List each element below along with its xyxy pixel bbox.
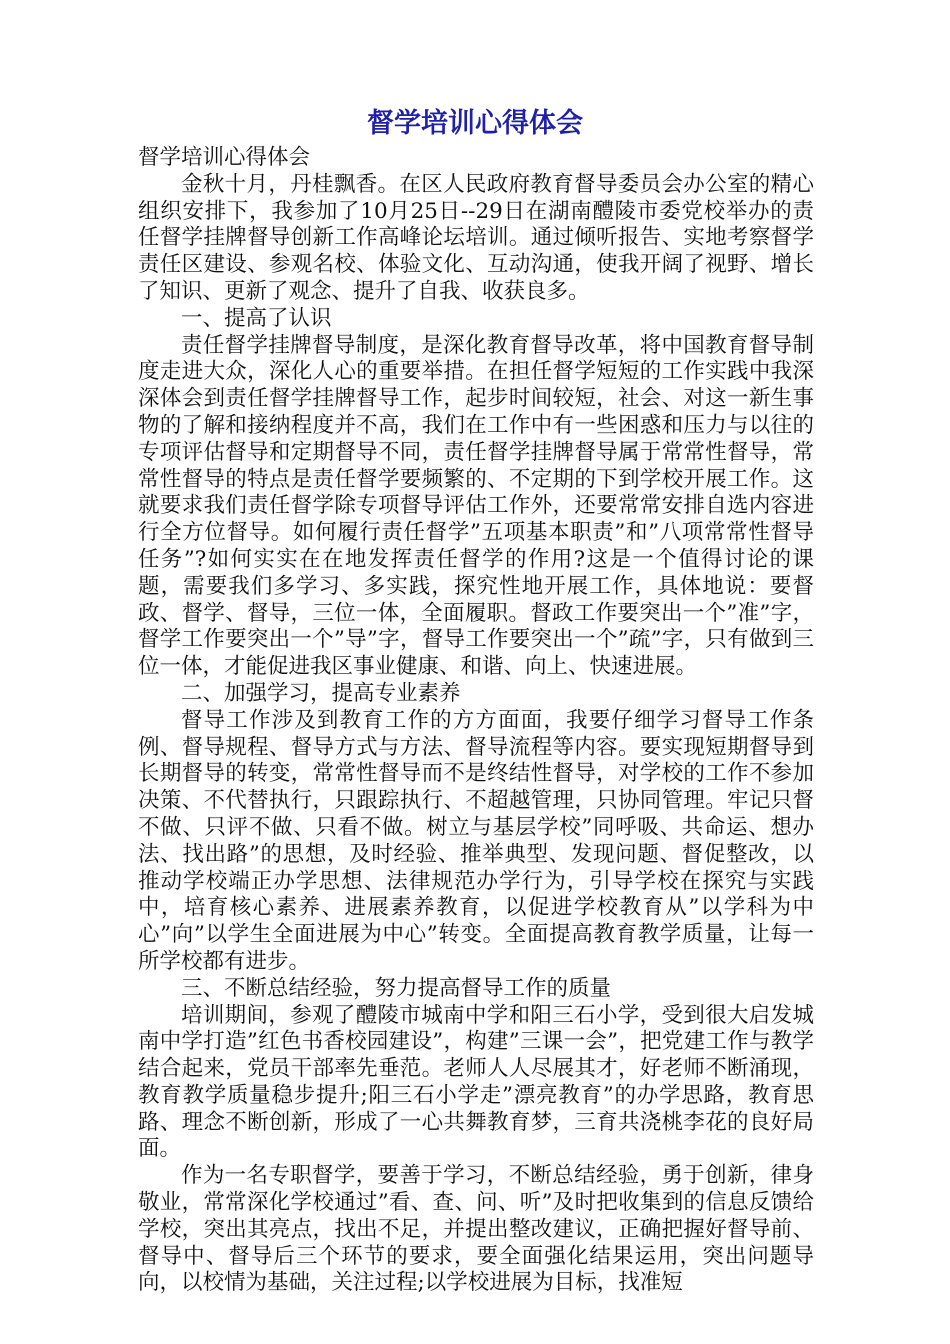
document-title: 督学培训心得体会 [367, 108, 583, 139]
paragraph-2: 督导工作涉及到教育工作的方方面面，我要仔细学习督导工作条例、督导规程、督导方式与方法、督导流程等内容。要实现短期督导到长期督导的转变，常常性督导而不是终结性督导，对学校的工作不参加决策、不代替执行，只跟踪执行、不超越管理，只协同管理。牢记只督不做、只评不做、只看不做。树立与基层学校”同呼吸、共命运、想办法、找出路”的思想，及时经验、推举典型、发现问题、督促整改，以推动学校端正办学思想、法律规范办学行为，引导学校在探究与实践中，培育核心素养、进展素养教育，以促进学校教育从”以学科为中心”向”以学生全面进展为中心”转变。全面提高教育教学质量，让每一所学校都有进步。 [138, 707, 814, 974]
paragraph-3: 培训期间，参观了醴陵市城南中学和阳三石小学，受到很大启发城南中学打造”红色书香校园建设”，构建”三课一会”，把党建工作与教学结合起来，党员干部率先垂范。老师人人尽展其才，好老师不断涌现，教育教学质量稳步提升;阳三石小学走”漂亮教育”的办学思路，教育思路、理念不断创新，形成了一心共舞教育梦，三育共浇桃李花的良好局面。 [138, 1002, 814, 1162]
paragraph-intro: 金秋十月，丹桂飘香。在区人民政府教育督导委员会办公室的精心组织安排下，我参加了10月25日--29日在湖南醴陵市委党校举办的责任督学挂牌督导创新工作高峰论坛培训。通过倾听报告、实地考察督学责任区建设、参观名校、体验文化、互动沟通，使我开阔了视野、增长了知识、更新了观念、提升了自我、收获良多。 [138, 171, 814, 304]
paragraph-1: 责任督学挂牌督导制度，是深化教育督导改革，将中国教育督导制度走进大众，深化人心的重要举措。在担任督学短短的工作实践中我深深体会到责任督学挂牌督导工作，起步时间较短，社会、对这一新生事物的了解和接纳程度并不高，我们在工作中有一些困惑和压力与以往的专项评估督导和定期督导不同，责任督学挂牌督导属于常常性督导，常常性督导的特点是责任督学要频繁的、不定期的下到学校开展工作。这就要求我们责任督学除专项督导评估工作外，还要常常安排自选内容进行全方位督导。如何履行责任督学”五项基本职责”和”八项常常性督导任务”?如何实实在在地发挥责任督学的作用?这是一个值得讨论的课题，需要我们多学习、多实践，探究性地开展工作，具体地说：要督政、督学、督导，三位一体，全面履职。督政工作要突出一个”准”字，督学工作要突出一个”导”字，督导工作要突出一个”疏”字，只有做到三位一体，才能促进我区事业健康、和谐、向上、快速进展。 [138, 332, 814, 680]
paragraph-4: 作为一名专职督学，要善于学习，不断总结经验，勇于创新，律身敬业，常常深化学校通过”看、查、问、听”及时把收集到的信息反馈给学校，突出其亮点，找出不足，并提出整改建议，正确把握好督导前、督导中、督导后三个环节的要求，要全面强化结果运用，突出问题导向，以校情为基础，关注过程;以学校进展为目标，找准短 [138, 1163, 814, 1296]
section-heading-1: 一、提高了认识 [181, 305, 332, 331]
section-heading-2: 二、加强学习，提高专业素养 [181, 680, 461, 706]
section-heading-3: 三、不断总结经验，努力提高督导工作的质量 [181, 975, 612, 1001]
document-subtitle: 督学培训心得体会 [138, 145, 311, 170]
document-body [138, 145, 814, 1297]
